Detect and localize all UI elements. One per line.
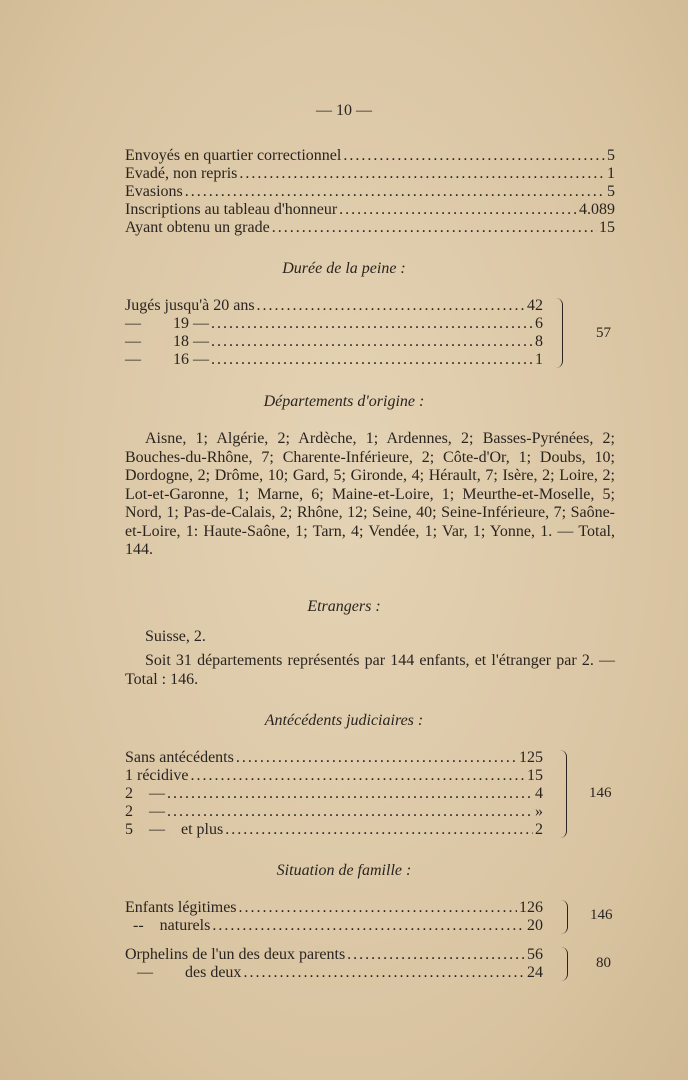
table-row: — 18 — . . . 8 [125, 332, 543, 352]
table-row: — des deux . . . 24 [125, 963, 543, 983]
section-heading-duree: Durée de la peine : [282, 260, 406, 277]
group-total: 80 [596, 955, 611, 971]
group-total: 57 [596, 325, 611, 341]
list-item: Evasions . . . 5 [125, 182, 615, 202]
table-row: Orphelins de l'un des deux parents . . . 56 [125, 945, 543, 965]
section-heading-famille: Situation de famille : [276, 862, 412, 879]
section-heading-departements: Départements d'origine : [263, 393, 425, 410]
list-item: Envoyés en quartier correctionnel . . . 5 [125, 146, 615, 166]
table-row: 2 — . . . 4 [125, 784, 543, 804]
table-row: -- naturels . . . 20 [125, 916, 543, 936]
list-item: Ayant obtenu un grade . . . 15 [125, 218, 615, 238]
etrangers-line: Suisse, 2. [145, 628, 206, 645]
departements-paragraph: Aisne, 1; Algérie, 2; Ardèche, 1; Ardennes, 2; Basses-Pyrénées, 2; Bouches-du-Rhône, 7; Charente-Inférieure, 2; Côte-d'Or, 1; Doubs, 10; Dordogne, 2; Drôme, 10; Gard, 5; Gironde, 4; Hérault, 7; Isère, 2; Loire, 2; Lot-et-Garonne, 1; Marne, 6; Maine-et-Loire, 1; Meurthe-et-Moselle, 5; Nord, 1; Pas-de-Calais, 2; Rhône, 12; Seine, 40; Seine-Inférieure, 7; Saône-et-Loire, 1: Haute-Saône, 1; Tarn, 4; Vendée, 1; Var, 1; Yonne, 1. — Total, 144. [125, 430, 615, 558]
table-row: 5 — et plus . . . 2 [125, 820, 543, 840]
group-total: 146 [589, 785, 612, 801]
table-row: Jugés jusqu'à 20 ans . . . 42 [125, 296, 543, 316]
brace [561, 947, 568, 981]
table-row: — 19 — . . . 6 [125, 314, 543, 334]
table-row: Enfants légitimes . . . 126 [125, 898, 543, 918]
section-heading-etrangers: Etrangers : [307, 598, 381, 615]
list-item: Evadé, non repris . . . 1 [125, 164, 615, 184]
table-row: — 16 — . . . 1 [125, 350, 543, 370]
group-total: 146 [590, 907, 613, 923]
table-row: Sans antécédents . . . 125 [125, 748, 543, 768]
table-row: 2 — . . . » [125, 802, 543, 822]
table-row: 1 récidive . . . 15 [125, 766, 543, 786]
page-number: — 10 — [316, 102, 372, 119]
brace [556, 298, 563, 368]
section-heading-antecedents: Antécédents judiciaires : [264, 712, 424, 729]
brace [560, 750, 567, 838]
etrangers-paragraph: Soit 31 départements représentés par 144 enfants, et l'étranger par 2. — Total : 146. [125, 652, 615, 688]
list-item: Inscriptions au tableau d'honneur . . . 4.089 [125, 200, 615, 220]
brace [561, 900, 568, 934]
